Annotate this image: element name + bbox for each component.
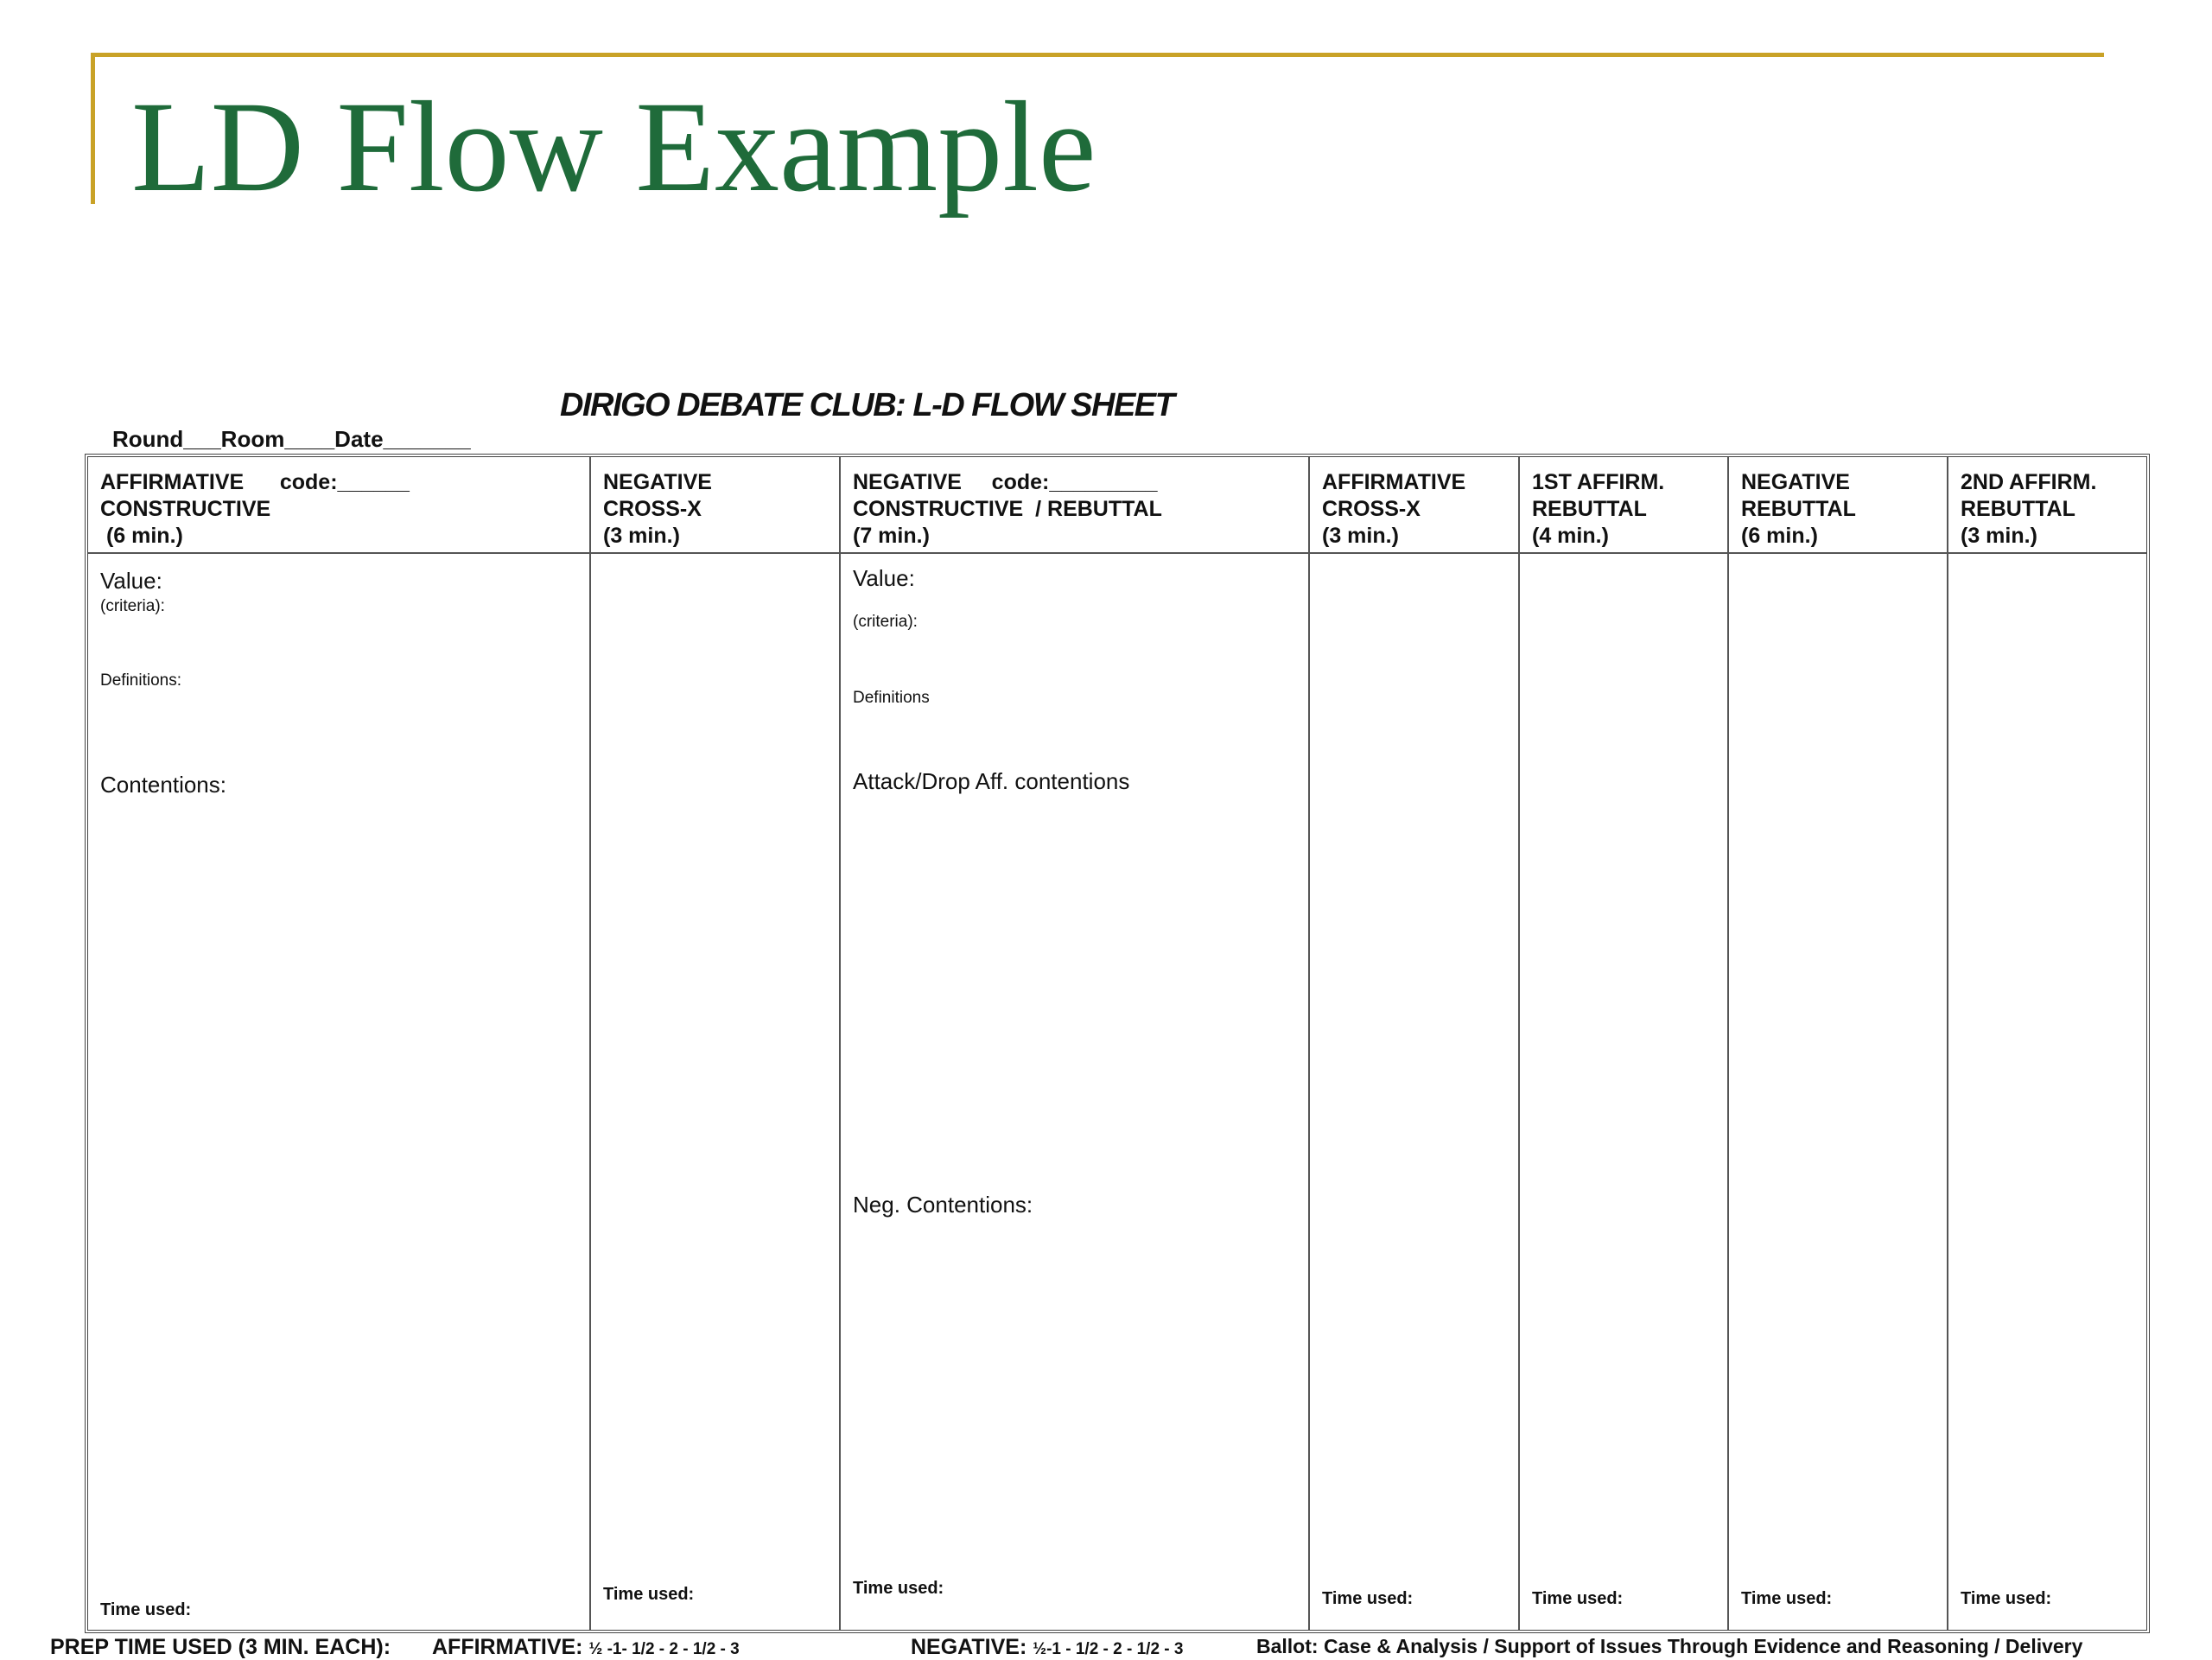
time-used-label: Time used: (1532, 1589, 1624, 1608)
affirmative-prep-label: AFFIRMATIVE: (432, 1635, 583, 1659)
column-header (1729, 457, 1947, 554)
column-negative-rebuttal (1729, 457, 1948, 1630)
column-header (841, 457, 1308, 554)
column-negative-constructive-rebuttal (841, 457, 1310, 1630)
round-room-date-line: Round___Room____Date_______ (112, 426, 471, 452)
header-line: (3 min.) (603, 524, 680, 548)
column-header (591, 457, 839, 554)
affirmative-prep-times: ½ -1- 1/2 - 2 - 1/2 - 3 (588, 1640, 740, 1658)
slide-title: LD Flow Example (131, 75, 1096, 219)
header-line: CONSTRUCTIVE (100, 497, 271, 521)
header-line: REBUTTAL (1961, 497, 2075, 521)
column-2nd-affirm-rebuttal (1948, 457, 2146, 1630)
contentions-label: Contentions: (100, 772, 226, 798)
time-used-label: Time used: (100, 1600, 192, 1619)
negative-prep-label: NEGATIVE: (911, 1635, 1027, 1659)
time-used-label: Time used: (603, 1585, 695, 1604)
header-line: AFFIRMATIVE (1322, 470, 1466, 494)
header-line: 2ND AFFIRM. (1961, 470, 2097, 494)
time-used-label: Time used: (1961, 1589, 2052, 1608)
attack-drop-label: Attack/Drop Aff. contentions (853, 768, 1130, 794)
header-line: (6 min.) (1741, 524, 1818, 548)
column-header (1520, 457, 1727, 554)
negative-prep-times: ½-1 - 1/2 - 2 - 1/2 - 3 (1033, 1640, 1184, 1658)
affirmative-prep (432, 1635, 740, 1660)
value-label: Value: (100, 568, 162, 594)
neg-contentions-label: Neg. Contentions: (853, 1192, 1033, 1218)
column-header (88, 457, 589, 554)
column-header (1948, 457, 2146, 554)
time-used-label: Time used: (1741, 1589, 1833, 1608)
flow-sheet-table (85, 454, 2150, 1633)
column-affirmative-cross-x (1310, 457, 1520, 1630)
definitions-label: Definitions (853, 689, 930, 707)
value-label: Value: (853, 565, 915, 591)
header-line: (3 min.) (1322, 524, 1399, 548)
criteria-label: (criteria): (853, 613, 918, 631)
header-line: REBUTTAL (1532, 497, 1647, 521)
ballot-criteria: Ballot: Case & Analysis / Support of Issues Through Evidence and Reasoning / Delivery (1256, 1635, 2083, 1657)
column-affirmative-constructive (88, 457, 591, 1630)
header-line: CROSS-X (1322, 497, 1421, 521)
header-line: (7 min.) (853, 524, 930, 548)
title-accent-rule (91, 53, 2104, 57)
negative-prep (911, 1635, 1183, 1660)
prep-time-label: PREP TIME USED (3 MIN. EACH): (50, 1635, 391, 1659)
header-line: AFFIRMATIVE code:______ (100, 470, 410, 494)
header-line: NEGATIVE (1741, 470, 1850, 494)
time-used-label: Time used: (853, 1579, 944, 1598)
header-line: (4 min.) (1532, 524, 1609, 548)
time-used-label: Time used: (1322, 1589, 1414, 1608)
header-line: (6 min.) (100, 524, 183, 548)
header-line: CROSS-X (603, 497, 702, 521)
header-line: REBUTTAL (1741, 497, 1856, 521)
column-header (1310, 457, 1518, 554)
header-line: NEGATIVE code:_________ (853, 470, 1158, 494)
flow-sheet-title: DIRIGO DEBATE CLUB: L-D FLOW SHEET (560, 387, 1174, 423)
definitions-label: Definitions: (100, 671, 181, 690)
header-line: NEGATIVE (603, 470, 712, 494)
column-negative-cross-x (591, 457, 841, 1630)
title-accent-rule-left (91, 53, 95, 204)
header-line: CONSTRUCTIVE / REBUTTAL (853, 497, 1162, 521)
header-line: 1ST AFFIRM. (1532, 470, 1665, 494)
header-line: (3 min.) (1961, 524, 2037, 548)
criteria-label: (criteria): (100, 597, 165, 615)
column-1st-affirm-rebuttal (1520, 457, 1729, 1630)
